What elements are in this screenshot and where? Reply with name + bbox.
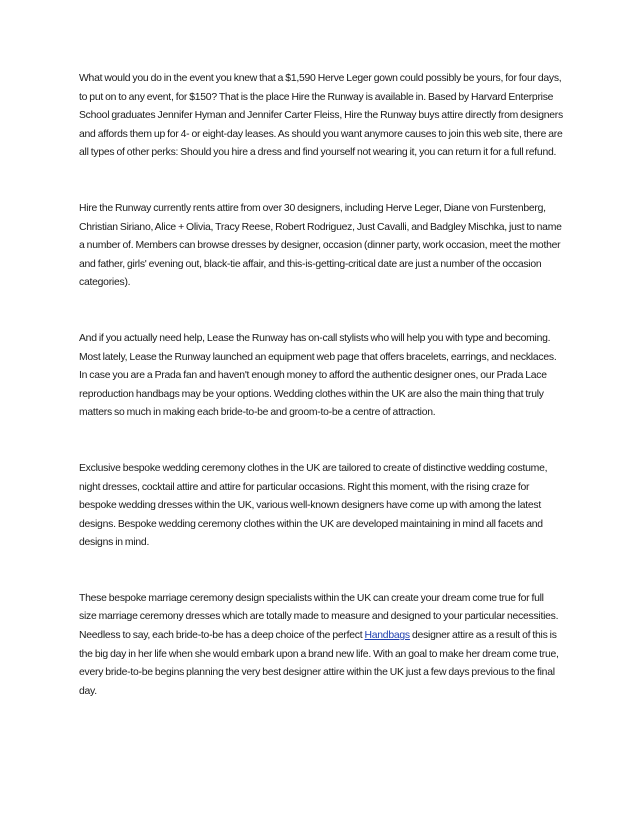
paragraph-5-text-before-link: These bespoke marriage ceremony design specialists within the UK can create your dream come true for full size marriage ceremony dresses which are totally made to measure and designed to your particular necessities. Needless to say, each bride-to-be has a deep choice of the perfect xyxy=(79,592,559,642)
paragraph-3: And if you actually need help, Lease the Runway has on-call stylists who will help you with type and becoming. Most lately, Lease the Runway launched an equipment web page that offers bracelets, earrings, and necklaces. In case you are a Prada fan and haven't enough money to afford the authentic designer ones, our Prada Lace reproduction handbags may be your options. Wedding clothes within the UK are also the main thing that truly matters so much in making each bride-to-be and groom-to-be a centre of attraction. xyxy=(79,332,557,419)
document-body xyxy=(79,70,563,738)
paragraph-5-text-after-link: designer attire as a result of this is the big day in her life when she would embark upon a brand new life. With an goal to make her dream come true, every bride-to-be begins planning the very best designer attire within the UK just a few days previous to the final day. xyxy=(79,630,559,697)
paragraph-2: Hire the Runway currently rents attire from over 30 designers, including Herve Leger, Diane von Furstenberg, Christian Siriano, Alice + Olivia, Tracy Reese, Robert Rodriguez, Just Cavalli, and Badgley Mischka, just to name a number of. Members can browse dresses by designer, occasion (dinner party, work occasion, meet the mother and father, girls' evening out, black-tie affair, and this-is-getting-critical date are just a number of the occasion categories). xyxy=(79,202,562,289)
paragraph-5 xyxy=(79,590,563,702)
paragraph-1: What would you do in the event you knew that a $1,590 Herve Leger gown could possibly be yours, for four days, to put on to any event, for $150? That is the place Hire the Runway is available in. Based by Harvard Enterprise School graduates Jennifer Hyman and Jennifer Carter Fleiss, Hire the Runway buys attire directly from designers and affords them up for 4- or eight-day leases. As should you want anymore causes to join this web site, there are all types of other perks: Should you hire a dress and find yourself not wearing it, you can return it for a full refund. xyxy=(79,73,563,159)
handbags-link[interactable]: Handbags xyxy=(364,630,410,642)
paragraph-4: Exclusive bespoke wedding ceremony clothes in the UK are tailored to create of distinctive wedding costume, night dresses, cocktail attire and attire for particular occasions. Right this moment, with the rising craze for bespoke wedding dresses within the UK, various well-known designers have come up with among the latest designs. Bespoke wedding ceremony clothes within the UK are developed maintaining in mind all facets and designs in mind. xyxy=(79,462,548,549)
